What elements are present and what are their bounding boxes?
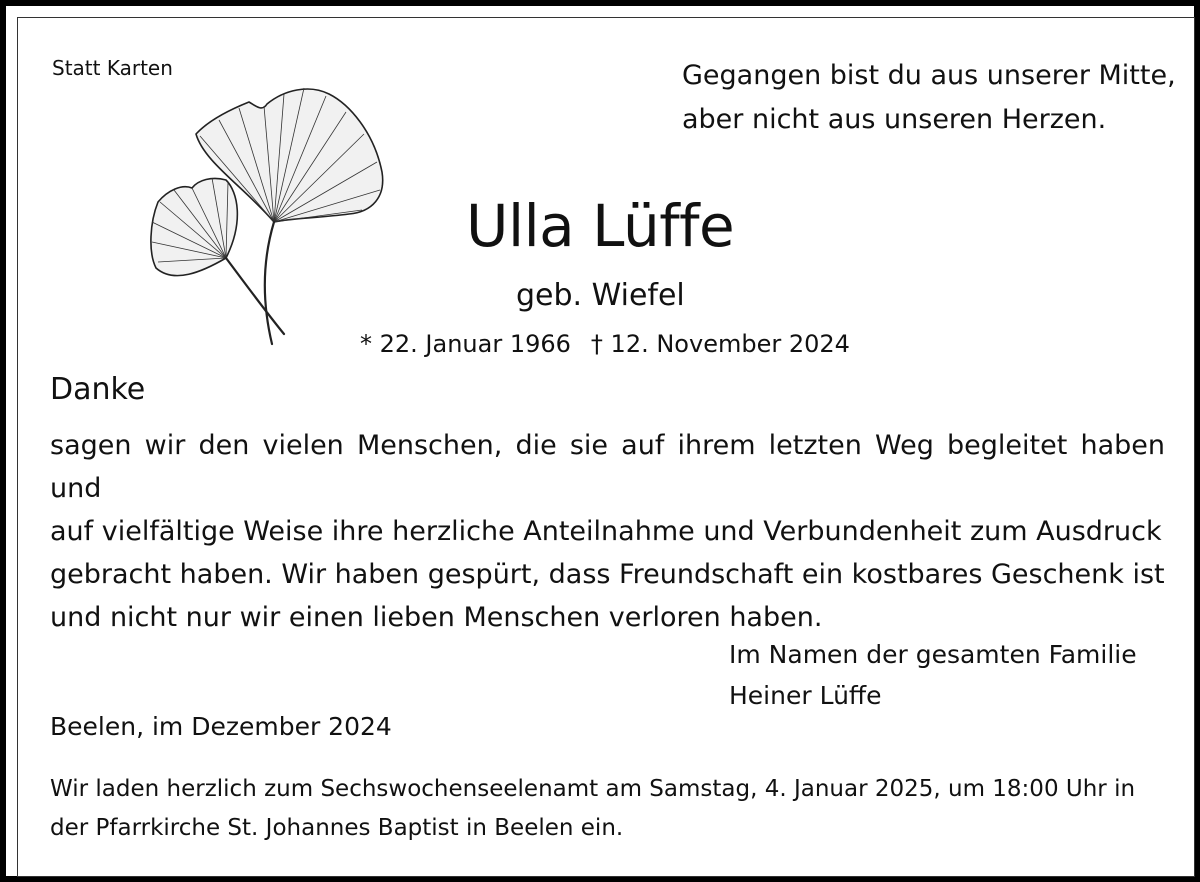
thanks-heading: Danke [50, 372, 146, 407]
statt-karten-label: Statt Karten [52, 56, 173, 80]
thanks-line-4: und nicht nur wir einen lieben Menschen verloren haben. [50, 602, 823, 633]
place-date: Beelen, im Dezember 2024 [50, 712, 392, 741]
thanks-line-2: auf vielfältige Weise ihre herzliche Anteilnahme und Verbundenheit zum Ausdruck [50, 516, 1162, 547]
deceased-name: Ulla Lüffe [466, 192, 735, 260]
thanks-line-3: gebracht haben. Wir haben gespürt, dass Freundschaft ein kostbares Geschenk ist [50, 559, 1165, 590]
invitation-text [50, 770, 1170, 848]
quote-line-1: Gegangen bist du aus unserer Mitte, [682, 60, 1176, 91]
death-date: † 12. November 2024 [590, 330, 850, 358]
signature-line-2: Heiner Lüffe [729, 681, 882, 710]
life-dates [360, 330, 850, 358]
thanks-paragraph [50, 424, 1165, 639]
birth-date: * 22. Januar 1966 [360, 330, 571, 358]
invitation-line-2: der Pfarrkirche St. Johannes Baptist in Beelen ein. [50, 815, 624, 841]
ginkgo-leaves-icon [134, 72, 414, 362]
signature-line-1: Im Namen der gesamten Familie [729, 640, 1137, 669]
quote-line-2: aber nicht aus unseren Herzen. [682, 104, 1107, 135]
invitation-line-1: Wir laden herzlich zum Sechswochenseelenamt am Samstag, 4. Januar 2025, um 18:00 Uhr in [50, 776, 1136, 802]
birth-name: geb. Wiefel [516, 278, 685, 313]
family-signature [729, 634, 1137, 716]
memorial-quote [682, 54, 1176, 142]
thanks-line-1: sagen wir den vielen Menschen, die sie auf ihrem letzten Weg begleitet haben und [50, 430, 1165, 504]
